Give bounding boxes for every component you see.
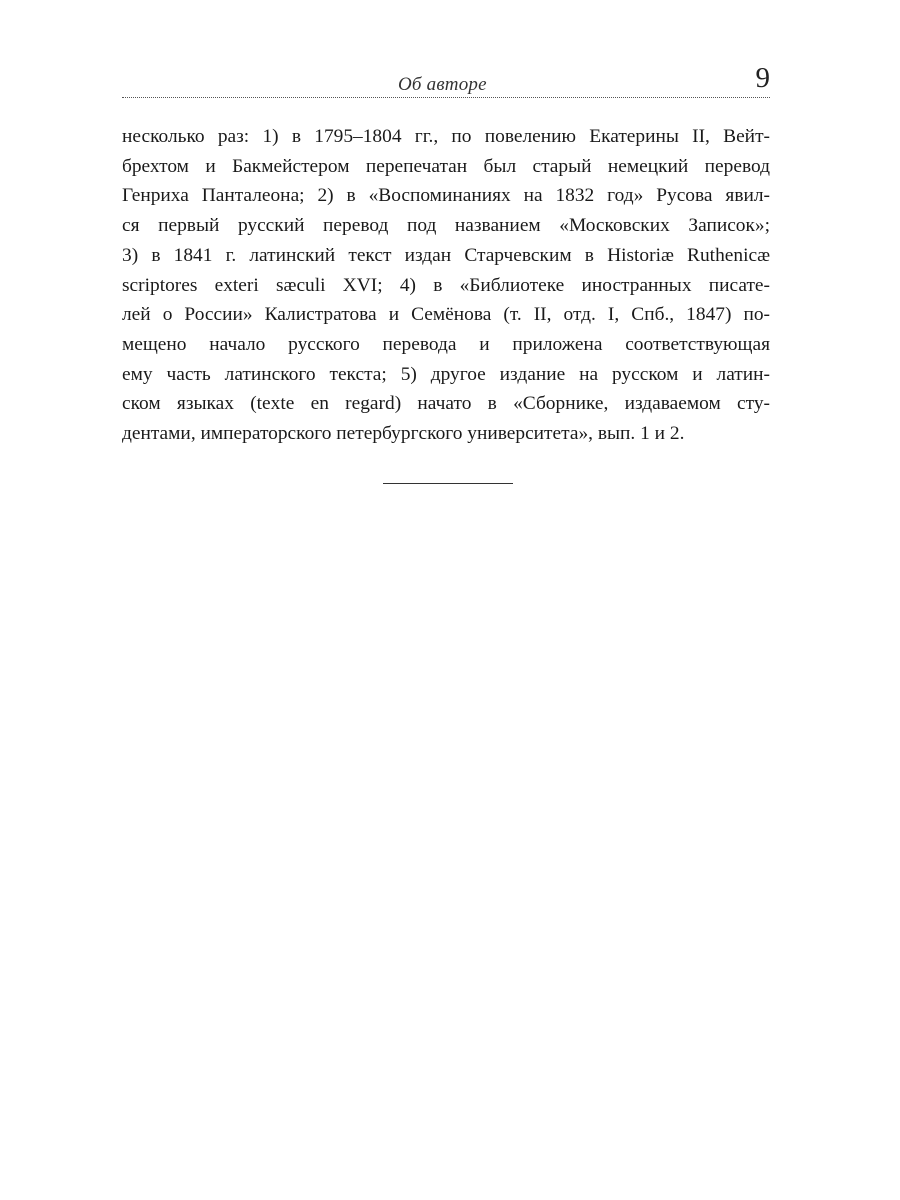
text-line: ему часть латинского текста; 5) другое издание на русском и латин- xyxy=(122,363,770,385)
text-line: дентами, императорского петербургского университета», вып. 1 и 2. xyxy=(122,423,685,445)
body-paragraph xyxy=(122,122,770,449)
text-line: несколько раз: 1) в 1795–1804 гг., по повелению Екатерины II, Вейт- xyxy=(122,126,770,147)
section-end-rule xyxy=(383,483,513,484)
running-head xyxy=(122,62,770,98)
text-line: ся первый русский перевод под названием «Московских Записок»; xyxy=(122,215,770,237)
page-number: 9 xyxy=(755,62,770,94)
text-line: лей о России» Калистратова и Семёнова (т. II, отд. I, Спб., 1847) по- xyxy=(122,304,770,326)
text-line: Генриха Панталеона; 2) в «Воспоминаниях на 1832 год» Русова явил- xyxy=(122,185,770,207)
text-line: мещено начало русского перевода и приложена соответствующая xyxy=(122,333,770,355)
header-dotted-rule xyxy=(122,97,770,98)
text-line: 3) в 1841 г. латинский текст издан Старчевским в Historiæ Ruthenicæ xyxy=(122,244,770,266)
text-line: ском языках (texte en regard) начато в «Сборнике, издаваемом сту- xyxy=(122,393,770,415)
text-line: брехтом и Бакмейстером перепечатан был старый немецкий перевод xyxy=(122,155,770,177)
text-line: scriptores exteri sæculi XVI; 4) в «Библиотеке иностранных писате- xyxy=(122,274,770,296)
running-title: Об авторе xyxy=(398,74,487,95)
